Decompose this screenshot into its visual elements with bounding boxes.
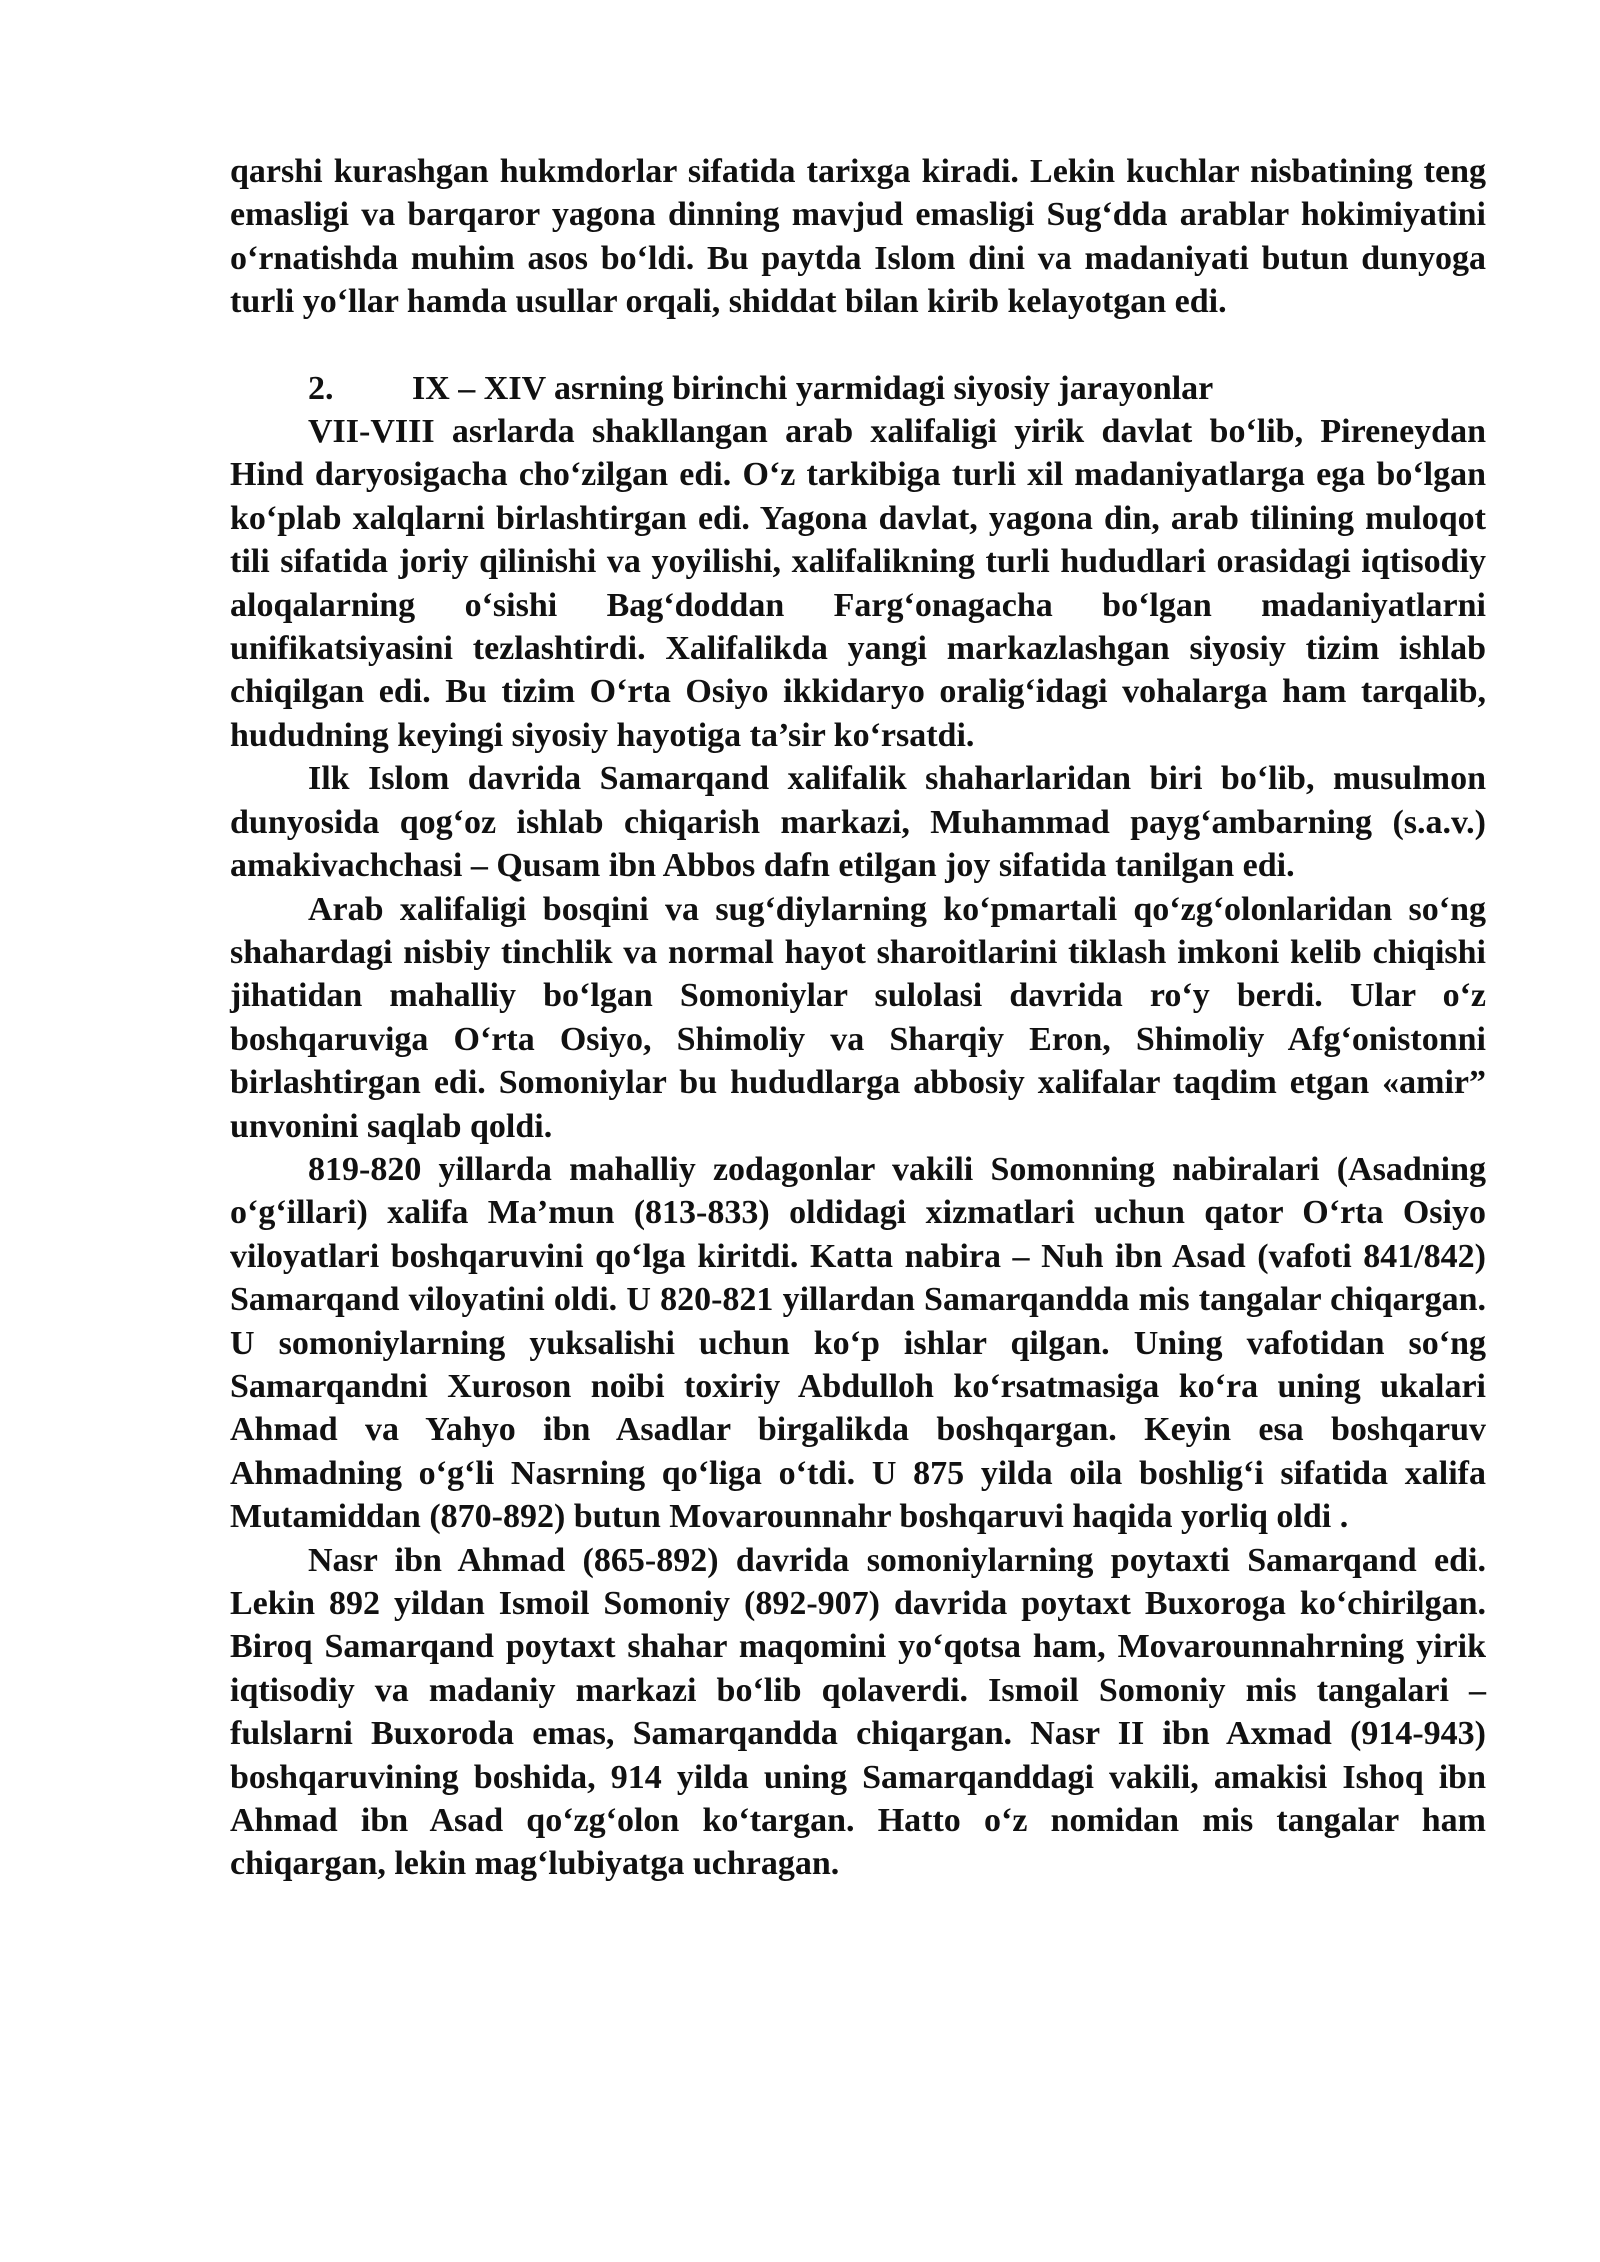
intro-paragraph: qarshi kurashgan hukmdorlar sifatida tarixga kiradi. Lekin kuchlar nisbatining teng emasligi va barqaror yagona dinning mavjud emasligi Sug‘dda arablar hokimiyatini o‘rnatishda muhim asos bo‘ldi. Bu paytda Islom dini va madaniyati butun dunyoga turli yo‘llar hamda usullar orqali, shiddat bilan kirib kelayotgan edi. xyxy=(230,153,1486,321)
section-title: IX – XIV asrning birinchi yarmidagi siyosiy jarayonlar xyxy=(412,369,1214,407)
paragraph-gap xyxy=(230,324,1486,367)
paragraph-1: VII-VIII asrlarda shakllangan arab xalifaligi yirik davlat bo‘lib, Pireneydan Hind daryosigacha cho‘zilgan edi. O‘z tarkibiga turli xil madaniyatlarga ega bo‘lgan ko‘plab xalqlarni birlashtirgan edi. Yagona davlat, yagona din, arab tilining muloqot tili sifatida joriy qilinishi va yoyilishi, xalifalikning turli hududlari orasidagi iqtisodiy aloqalarning o‘sishi Bag‘doddan Farg‘onagacha bo‘lgan madaniyatlarni unifikatsiyasini tezlashtirdi. Xalifalikda yangi markazlashgan siyosiy tizim ishlab chiqilgan edi. Bu tizim O‘rta Osiyo ikkidaryo oralig‘idagi vohalarga ham tarqalib, hududning keyingi siyosiy hayotiga ta’sir ko‘rsatdi. xyxy=(230,413,1486,754)
paragraph-2: Ilk Islom davrida Samarqand xalifalik shaharlaridan biri bo‘lib, musulmon dunyosida qog‘oz ishlab chiqarish markazi, Muhammad payg‘ambarning (s.a.v.) amakivachchasi – Qusam ibn Abbos dafn etilgan joy sifatida tanilgan edi. xyxy=(230,760,1486,885)
document-page xyxy=(230,150,1486,1886)
section-heading xyxy=(230,367,1486,410)
paragraph-5: Nasr ibn Ahmad (865-892) davrida somoniylarning poytaxti Samarqand edi. Lekin 892 yildan Ismoil Somoniy (892-907) davrida poytaxt Buxoroga ko‘chirilgan. Biroq Samarqand poytaxt shahar maqomini yo‘qotsa ham, Movarounnahrning yirik iqtisodiy va madaniy markazi bo‘lib qolaverdi. Ismoil Somoniy mis tangalari – fulslarni Buxoroda emas, Samarqandda chiqargan. Nasr II ibn Axmad (914-943) boshqaruvining boshida, 914 yilda uning Samarqanddagi vakili, amakisi Ishoq ibn Ahmad ibn Asad qo‘zg‘olon ko‘targan. Hatto o‘z nomidan mis tangalar ham chiqargan, lekin mag‘lubiyatga uchragan. xyxy=(230,1541,1486,1883)
paragraph-4: 819-820 yillarda mahalliy zodagonlar vakili Somonning nabiralari (Asadning o‘g‘illari) xalifa Ma’mun (813-833) oldidagi xizmatlari uchun qator O‘rta Osiyo viloyatlari boshqaruvini qo‘lga kiritdi. Katta nabira – Nuh ibn Asad (vafoti 841/842) Samarqand viloyatini oldi. U 820-821 yillardan Samarqandda mis tangalar chiqargan. U somoniylarning yuksalishi uchun ko‘p ishlar qilgan. Uning vafotidan so‘ng Samarqandni Xuroson noibi toxiriy Abdulloh ko‘rsatmasiga ko‘ra uning ukalari Ahmad va Yahyo ibn Asadlar birgalikda boshqargan. Keyin esa boshqaruv Ahmadning o‘g‘li Nasrning qo‘liga o‘tdi. U 875 yilda oila boshlig‘i sifatida xalifa Mutamiddan (870-892) butun Movarounnahr boshqaruvi haqida yorliq oldi . xyxy=(230,1150,1486,1536)
paragraph-3: Arab xalifaligi bosqini va sug‘diylarning ko‘pmartali qo‘zg‘olonlaridan so‘ng shahardagi nisbiy tinchlik va normal hayot sharoitlarini tiklash imkoni kelib chiqishi jihatidan mahalliy bo‘lgan Somoniylar sulolasi davrida ro‘y berdi. Ular o‘z boshqaruviga O‘rta Osiyo, Shimoliy va Sharqiy Eron, Shimoliy Afg‘onistonni birlashtirgan edi. Somoniylar bu hududlarga abbosiy xalifalar taqdim etgan «amir” unvonini saqlab qoldi. xyxy=(230,890,1486,1145)
section-number: 2. xyxy=(308,369,334,407)
